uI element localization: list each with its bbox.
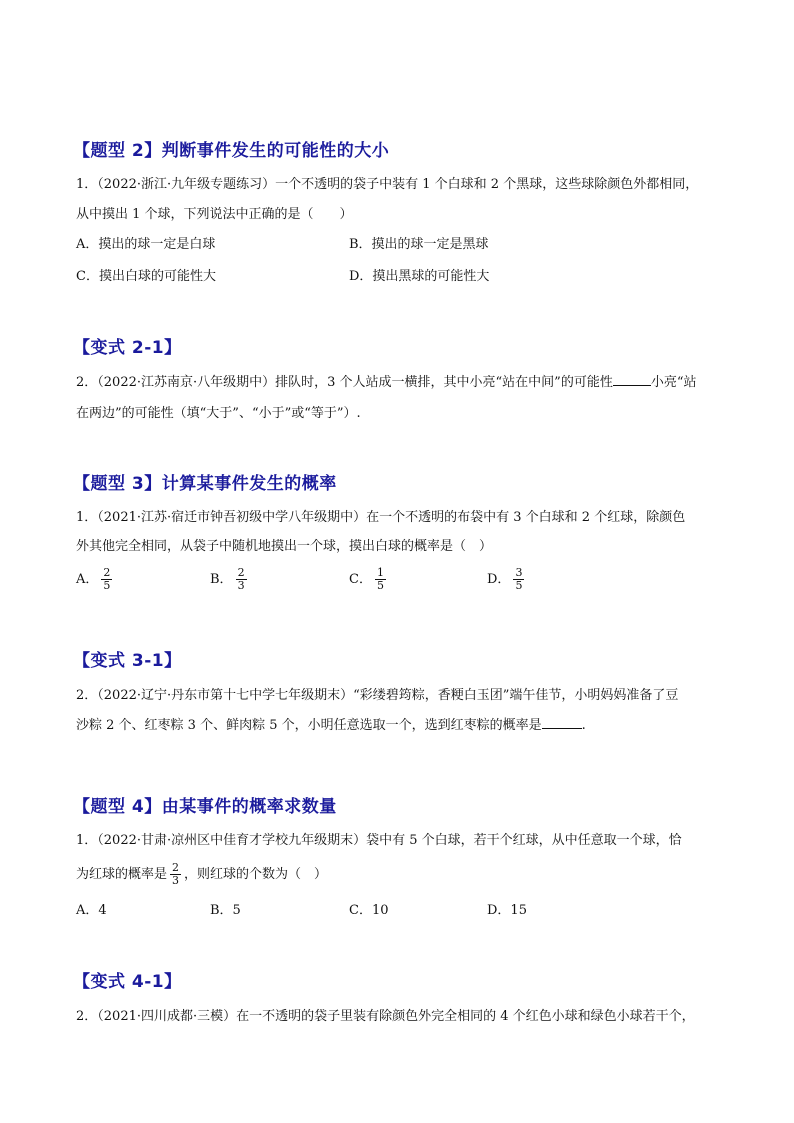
fraction — [236, 567, 247, 592]
question-text-part: 2．（2022·江苏南京·八年级期中）排队时，3 个人站成一横排，其中小亮“站在中间”的可能性 — [76, 375, 613, 390]
option-d — [487, 567, 527, 592]
question-text: 1．（2022·甘肃·凉州区中佳育才学校九年级期末）袋中有 5 个白球，若干个红球，从中任意取一个球，恰 — [76, 833, 682, 848]
question-text: 1．（2022·浙江·九年级专题练习）一个不透明的袋子中装有 1 个白球和 2 个黑球，这些球除颜色外都相同， — [76, 177, 699, 192]
question-text: 在两边”的可能性（填“大于”、“小于”或“等于”）. — [76, 406, 361, 421]
question-text — [76, 373, 696, 393]
answer-blank — [542, 716, 582, 729]
option-a: A．4 — [76, 903, 107, 918]
option-label: D． — [487, 572, 511, 587]
question-text-part: 小亮“站 — [650, 375, 697, 390]
fraction — [101, 567, 112, 592]
option-a — [76, 567, 115, 592]
fraction — [513, 567, 524, 592]
question-text-part: 沙粽 2 个、红枣粽 3 个、鲜肉粽 5 个，小明任意选取一个，选到红枣粽的概率是 — [76, 718, 542, 733]
section-title-type-4: 【题型 4】由某事件的概率求数量 — [73, 797, 337, 817]
option-b: B．5 — [210, 903, 241, 918]
section-title-variant-4-1: 【变式 4-1】 — [73, 972, 182, 992]
option-d: D．摸出黑球的可能性大 — [349, 269, 490, 284]
fraction-numerator: 2 — [237, 566, 245, 579]
question-text: 2．（2022·辽宁·丹东市第十七中学七年级期末）“彩缕碧筠粽，香粳白玉团”端午佳节，小明妈妈准备了豆 — [76, 688, 679, 703]
question-text — [76, 716, 586, 736]
question-text: 从中摸出 1 个球，下列说法中正确的是（ ） — [76, 207, 353, 222]
fraction-numerator: 2 — [172, 861, 180, 874]
section-title-variant-2-1: 【变式 2-1】 — [73, 338, 182, 358]
fraction-denominator: 5 — [515, 579, 523, 592]
fraction-denominator: 5 — [103, 579, 111, 592]
option-d: D．15 — [487, 903, 527, 918]
fraction — [375, 567, 386, 592]
option-a: A．摸出的球一定是白球 — [76, 237, 216, 252]
fraction-numerator: 1 — [376, 566, 384, 579]
fraction-denominator: 5 — [376, 579, 384, 592]
fraction-numerator: 3 — [515, 566, 523, 579]
option-label: C． — [349, 572, 372, 587]
question-text: 2．（2021·四川成都·三模）在一不透明的袋子里装有除颜色外完全相同的 4 个红色小球和绿色小球若干个， — [76, 1009, 695, 1024]
option-label: A． — [76, 572, 99, 587]
fraction-numerator: 2 — [103, 566, 111, 579]
section-title-type-3: 【题型 3】计算某事件发生的概率 — [73, 474, 337, 494]
option-label: B． — [210, 572, 233, 587]
option-b: B．摸出的球一定是黑球 — [349, 237, 489, 252]
question-text: 1．（2021·江苏·宿迁市钟吾初级中学八年级期中）在一个不透明的布袋中有 3 个白球和 2 个红球，除颜色 — [76, 510, 686, 525]
option-c: C．摸出白球的可能性大 — [76, 269, 216, 284]
option-c — [349, 567, 389, 592]
fraction — [170, 862, 181, 887]
question-text-part: . — [581, 718, 586, 733]
question-text: 外其他完全相同，从袋子中随机地摸出一个球，摸出白球的概率是（ ） — [76, 539, 493, 554]
question-text — [76, 862, 327, 887]
option-b — [210, 567, 250, 592]
section-title-type-2: 【题型 2】判断事件发生的可能性的大小 — [73, 141, 390, 161]
fraction-denominator: 3 — [172, 874, 180, 887]
question-text-part: 为红球的概率是 — [76, 867, 168, 882]
fraction-denominator: 3 — [237, 579, 245, 592]
option-c: C．10 — [349, 903, 389, 918]
answer-blank — [613, 373, 651, 386]
question-text-part: ，则红球的个数为（ ） — [184, 867, 328, 882]
section-title-variant-3-1: 【变式 3-1】 — [73, 651, 182, 671]
